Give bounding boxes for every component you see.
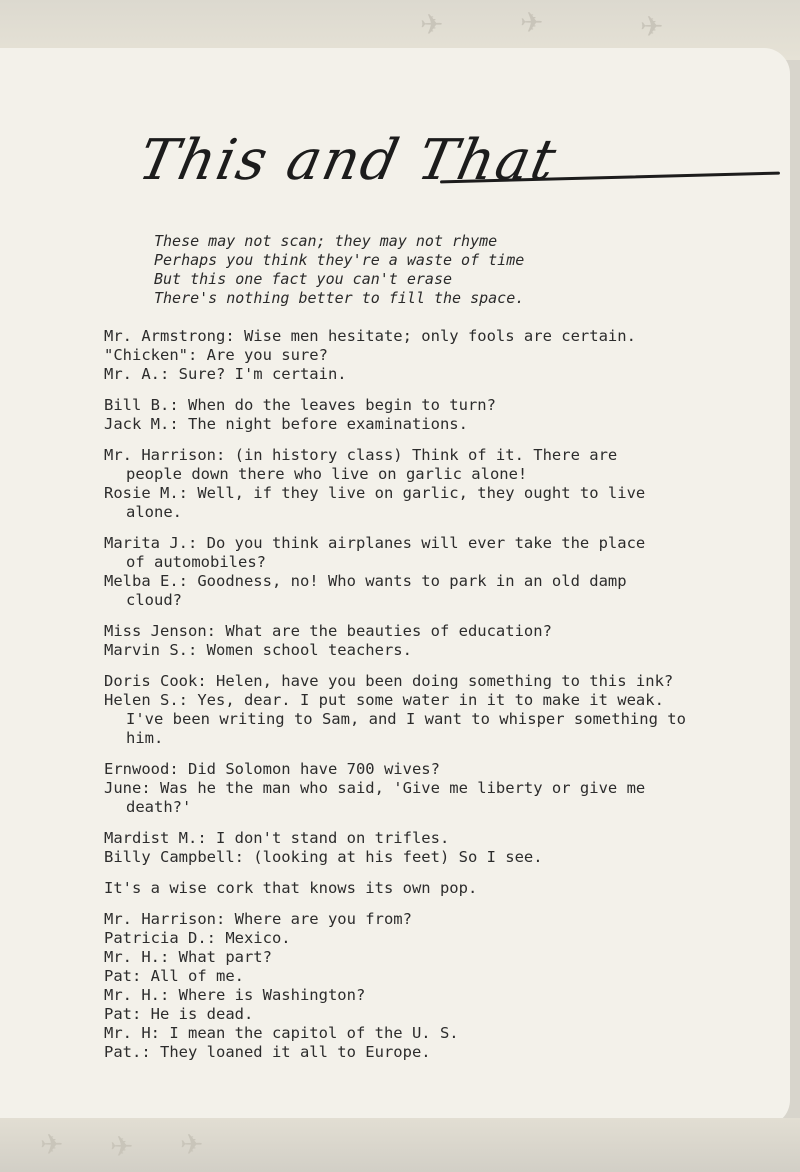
joke-line: cloud? xyxy=(126,591,182,609)
joke-line: Pat.: They loaned it all to Europe. xyxy=(104,1043,431,1061)
joke-line: Mr. Harrison: Where are you from? xyxy=(104,910,412,928)
joke-line: Billy Campbell: (looking at his feet) So I see. xyxy=(104,848,543,866)
airplane-icon: ✈ xyxy=(420,8,444,41)
joke-block xyxy=(104,534,744,610)
joke-line: death?' xyxy=(126,798,192,816)
joke-line: Bill B.: When do the leaves begin to turn? xyxy=(104,396,496,414)
joke-line: Mr. A.: Sure? I'm certain. xyxy=(104,365,347,383)
intro-poem xyxy=(154,232,634,308)
joke-line: Pat: All of me. xyxy=(104,967,244,985)
joke-line: Mr. Harrison: (in history class) Think of it. There are xyxy=(104,446,618,464)
airplane-icon: ✈ xyxy=(640,10,664,43)
poem-line: But this one fact you can't erase xyxy=(154,270,453,288)
joke-line: Melba E.: Goodness, no! Who wants to park in an old damp xyxy=(104,572,627,590)
joke-line: Marita J.: Do you think airplanes will ever take the place xyxy=(104,534,646,552)
joke-block xyxy=(104,672,744,748)
joke-line: Ernwood: Did Solomon have 700 wives? xyxy=(104,760,440,778)
joke-line: Mr. H.: What part? xyxy=(104,948,272,966)
page-title xyxy=(133,128,660,218)
poem-line: Perhaps you think they're a waste of time xyxy=(154,251,525,269)
joke-line: Doris Cook: Helen, have you been doing something to this ink? xyxy=(104,672,674,690)
joke-line: Mr. H: I mean the capitol of the U. S. xyxy=(104,1024,459,1042)
joke-line: June: Was he the man who said, 'Give me liberty or give me xyxy=(104,779,646,797)
joke-line: Patricia D.: Mexico. xyxy=(104,929,291,947)
bottom-decorative-band xyxy=(0,1118,800,1172)
airplane-icon: ✈ xyxy=(180,1128,204,1161)
joke-block xyxy=(104,829,744,867)
jokes-list xyxy=(104,327,744,1074)
joke-line: him. xyxy=(126,729,164,747)
joke-line: Marvin S.: Women school teachers. xyxy=(104,641,412,659)
title-text: This and That xyxy=(133,128,564,193)
airplane-icon: ✈ xyxy=(110,1130,134,1163)
joke-block xyxy=(104,327,744,384)
joke-line: alone. xyxy=(126,503,182,521)
poem-line: There's nothing better to fill the space. xyxy=(154,289,525,307)
joke-line: Mr. Armstrong: Wise men hesitate; only fools are certain. xyxy=(104,327,636,345)
joke-line: Pat: He is dead. xyxy=(104,1005,254,1023)
joke-line: Rosie M.: Well, if they live on garlic, they ought to live xyxy=(104,484,646,502)
joke-line: Mardist M.: I don't stand on trifles. xyxy=(104,829,450,847)
airplane-icon: ✈ xyxy=(520,6,544,39)
airplane-icon: ✈ xyxy=(40,1128,64,1161)
joke-line: people down there who live on garlic alone! xyxy=(126,465,528,483)
joke-line: I've been writing to Sam, and I want to whisper something to xyxy=(126,710,686,728)
joke-line: "Chicken": Are you sure? xyxy=(104,346,328,364)
joke-line: of automobiles? xyxy=(126,553,266,571)
joke-line: It's a wise cork that knows its own pop. xyxy=(104,879,478,897)
joke-block xyxy=(104,622,744,660)
joke-line: Jack M.: The night before examinations. xyxy=(104,415,468,433)
joke-line: Mr. H.: Where is Washington? xyxy=(104,986,366,1004)
joke-block xyxy=(104,396,744,434)
joke-block xyxy=(104,446,744,522)
joke-block xyxy=(104,910,744,1062)
poem-line: These may not scan; they may not rhyme xyxy=(154,232,498,250)
joke-block xyxy=(104,879,744,898)
joke-line: Miss Jenson: What are the beauties of education? xyxy=(104,622,552,640)
joke-block xyxy=(104,760,744,817)
joke-line: Helen S.: Yes, dear. I put some water in it to make it weak. xyxy=(104,691,664,709)
